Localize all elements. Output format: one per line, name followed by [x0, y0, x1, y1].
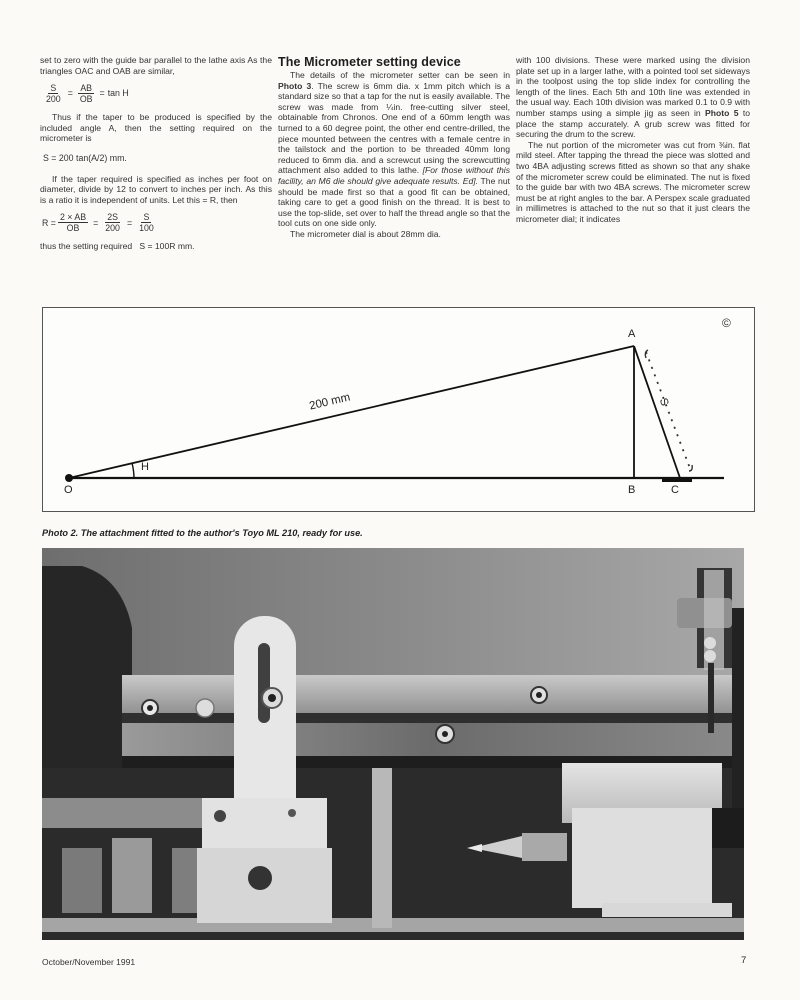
issue-date: October/November 1991 [42, 957, 136, 967]
equation-ratio: R = $\frac{2 \times AB}{OB}$ = $\frac{2S}{200}$ = $\frac{S}{100}$ [42, 212, 154, 234]
point-label-c: C [671, 484, 679, 496]
angle-label-h: H [141, 461, 149, 473]
photo-reference: Photo 5 [705, 107, 739, 118]
copyright-icon: © [722, 316, 731, 330]
paragraph: The details of the micrometer setter can be seen in Photo 3. The screw is 6mm dia. x 1mm pitch which is a standard size so that a tap for the nut is easily available. The screw was made from ¼in. free-cutting silver steel, obtainable from Chronos. One end of a 60mm length was turned to a 60 degree point, the other end centre-drilled, the piece mounted between the centres with a female centre in the tailstock and the portion to be threaded 40mm long reduced to 6mm dia. and a screwcut using the screwcutting attachment also added to this lathe. [For those without this facility, an M6 die should give adequate results. Ed]. The nut should be made first so that a good fit can be obtained, taking care to get a good finish on the thread. It is best to use the top-slide, set over to half the thread angle so that the tool cuts on one side only. [278, 70, 510, 229]
paragraph: The nut portion of the micrometer was cut from ⅜in. flat mild steel. After tapping the thread the piece was slotted and two 4BA adjusting screws fitted as shown so that any shake of the micrometer screw could be eliminated. The nut is fixed to the guide bar with two 4BA screws. The micrometer screw must be at right angles to the bar. A Perspex scale graduated in millimetres is attached to the nut so that it just clears the micrometer dial; it indicates [516, 139, 750, 224]
paragraph: with 100 divisions. These were marked using the division plate set up in a larger lathe, with a pointed tool set sideways in the toolpost using the top slide index for controlling the length of the lines. Each 5th and 10th line was extended in the usual way. Each 10th division was marked 0.1 to 0.9 with number stamps using a simple jig as seen in Photo 5 to place the stamp accurately. A grub screw was fitted for securing the drum to the screw. [516, 55, 751, 140]
equation-setting-angle: S = 200 tan(A/2) mm. [43, 152, 127, 163]
paragraph: If the taper required is specified as inches per foot on diameter, divide by 12 to convert to inches per inch. As this is a ratio it is independent of units. Let this = R, then [40, 173, 272, 205]
point-label-b: B [628, 484, 636, 496]
page-number: 7 [741, 955, 747, 966]
text-column-1 [40, 55, 272, 252]
text-column-3 [516, 55, 750, 225]
paragraph: set to zero with the guide bar parallel to the lathe axis As the triangles OAC and OAB are similar, [40, 55, 272, 76]
equation-similar-triangles: $\frac{S}{200}$ = $\frac{AB}{OB}$ = tan H [46, 83, 129, 105]
paragraph: The micrometer dial is about 28mm dia. [290, 228, 441, 239]
point-label-a: A [628, 328, 636, 340]
triangle-drawing [43, 308, 756, 513]
photo-reference: Photo 3 [278, 80, 312, 91]
section-heading: The Micrometer setting device [278, 55, 461, 69]
dimension-label-s: S [656, 396, 671, 408]
text-column-2 [278, 55, 510, 240]
taper-geometry-diagram [42, 307, 755, 512]
length-label-200mm: 200 mm [308, 391, 352, 413]
lathe-attachment-photo [42, 548, 744, 940]
photo-caption: Photo 2. The attachment fitted to the author's Toyo ML 210, ready for use. [42, 528, 363, 538]
paragraph-setting-result: thus the setting required S = 100R mm. [40, 241, 195, 252]
point-label-o: O [64, 484, 73, 496]
editor-note: [For those without this facility, an M6 die should give adequate results. Ed]. [278, 165, 510, 186]
photo-illustration [42, 548, 744, 940]
paragraph: Thus if the taper to be produced is specified by the included angle A, then the setting required on the micrometer is [40, 112, 272, 144]
